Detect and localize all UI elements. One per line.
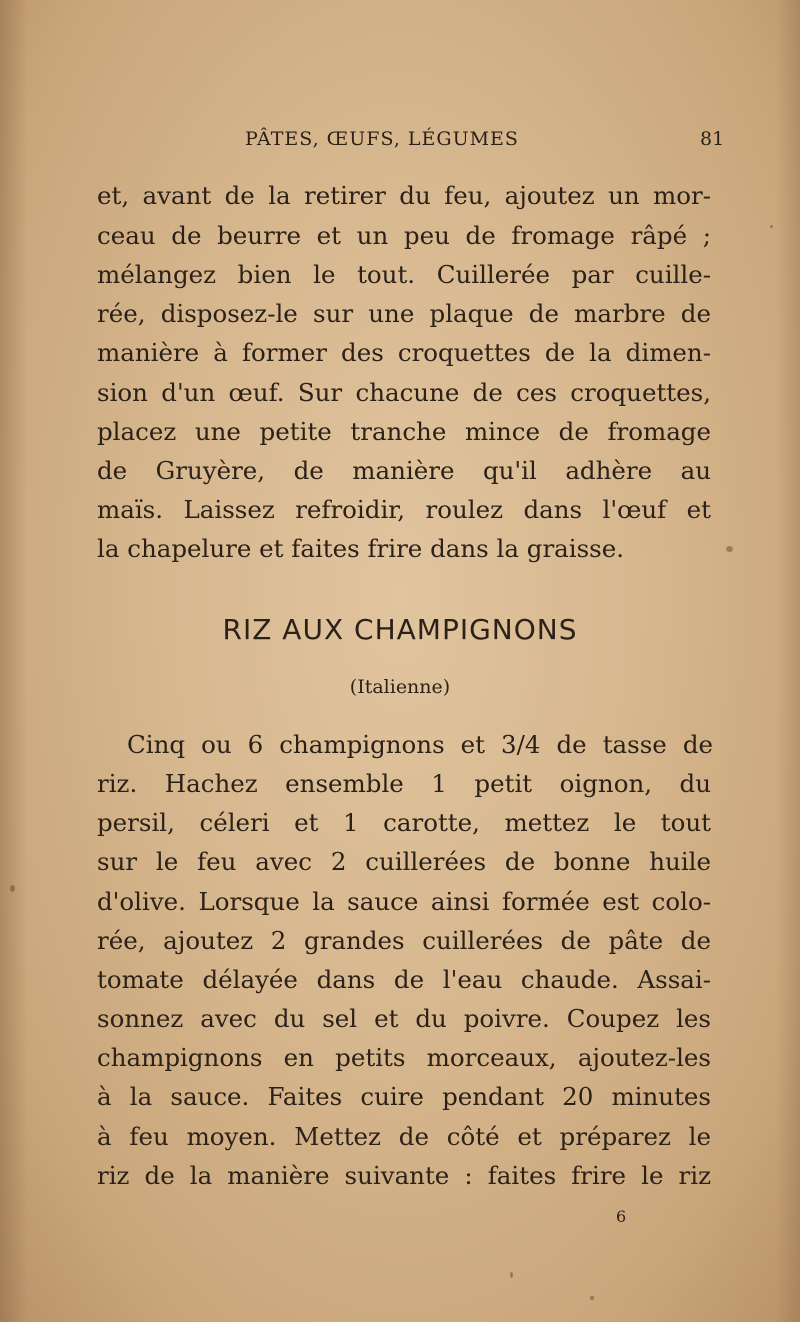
paragraph-line: manière à former des croquettes de la dimen- — [97, 338, 711, 367]
paper-speck — [770, 225, 773, 228]
paragraph-line: placez une petite tranche mince de fromage — [97, 417, 711, 446]
recipe-line: à la sauce. Faites cuire pendant 20 minutes — [97, 1082, 711, 1111]
recipe-line: riz de la manière suivante : faites frire le riz — [97, 1161, 711, 1190]
recipe-line: à feu moyen. Mettez de côté et préparez le — [97, 1122, 711, 1151]
recipe-line: persil, céleri et 1 carotte, mettez le tout — [97, 808, 711, 837]
recipe-line: Cinq ou 6 champignons et 3/4 de tasse de — [127, 730, 713, 759]
paper-speck — [510, 1272, 513, 1278]
signature-mark: 6 — [616, 1207, 627, 1226]
recipe-title: RIZ AUX CHAMPIGNONS — [222, 613, 578, 646]
paragraph-line: sion d'un œuf. Sur chacune de ces croquettes, — [97, 378, 711, 407]
paper-speck — [590, 1296, 594, 1300]
recipe-line: d'olive. Lorsque la sauce ainsi formée est colo- — [97, 887, 711, 916]
recipe-line: rée, ajoutez 2 grandes cuillerées de pâte de — [97, 926, 711, 955]
paragraph-line: rée, disposez-le sur une plaque de marbre de — [97, 299, 711, 328]
paper-speck — [10, 885, 15, 892]
paragraph-line: mélangez bien le tout. Cuillerée par cuille- — [97, 260, 711, 289]
paragraph-line: et, avant de la retirer du feu, ajoutez un mor- — [97, 181, 711, 210]
recipe-line: sur le feu avec 2 cuillerées de bonne huile — [97, 847, 711, 876]
paragraph-line: maïs. Laissez refroidir, roulez dans l'œuf et — [97, 495, 711, 524]
page-number: 81 — [700, 128, 725, 150]
running-head: PÂTES, ŒUFS, LÉGUMES — [245, 128, 519, 150]
paragraph-line: la chapelure et faites frire dans la graisse. — [97, 534, 625, 563]
recipe-line: sonnez avec du sel et du poivre. Coupez les — [97, 1004, 711, 1033]
recipe-line: champignons en petits morceaux, ajoutez-les — [97, 1043, 711, 1072]
page-edge-shadow — [776, 0, 800, 1322]
paragraph-line: ceau de beurre et un peu de fromage râpé ; — [97, 221, 711, 250]
recipe-subtitle: (Italienne) — [349, 676, 451, 698]
paragraph-line: de Gruyère, de manière qu'il adhère au — [97, 456, 711, 485]
recipe-line: riz. Hachez ensemble 1 petit oignon, du — [97, 769, 711, 798]
recipe-line: tomate délayée dans de l'eau chaude. Assai- — [97, 965, 711, 994]
paper-speck — [726, 546, 733, 552]
page-gutter-shadow — [0, 0, 28, 1322]
